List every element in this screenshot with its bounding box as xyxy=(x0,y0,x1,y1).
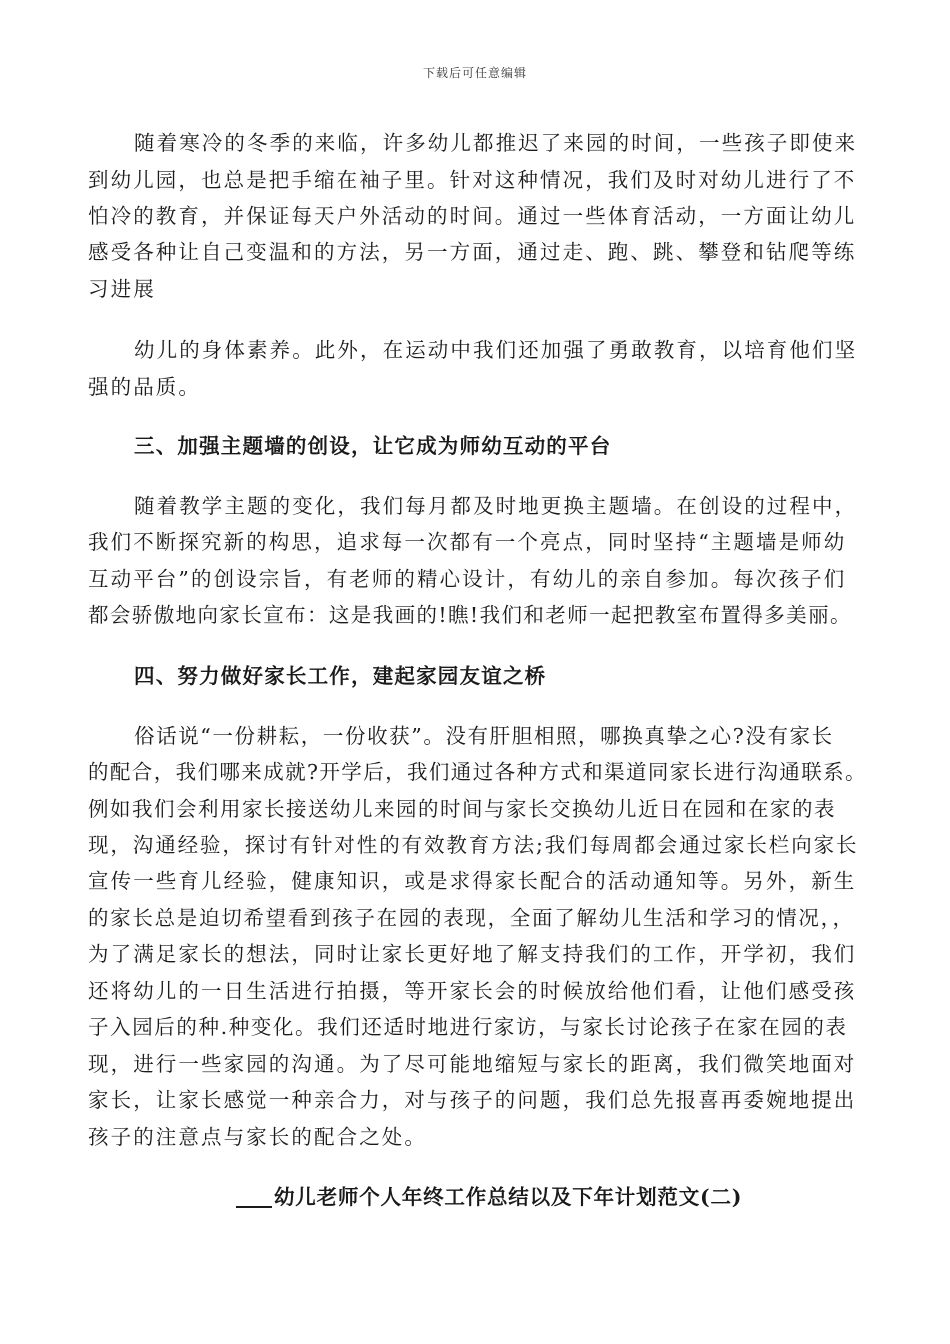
paragraph-line: 子入园后的种.种变化。我们还适时地进行家访，与家长讨论孩子在家在园的表 xyxy=(88,1015,848,1039)
paragraph-line: 随着教学主题的变化，我们每月都及时地更换主题墙。在创设的过程中， xyxy=(134,494,858,518)
paragraph-line: 感受各种让自己变温和的方法，另一方面，通过走、跑、跳、攀登和钻爬等练 xyxy=(88,240,857,264)
section-heading: 四、努力做好家长工作，建起家园友谊之桥 xyxy=(134,664,547,688)
paragraph-line: 为了满足家长的想法，同时让家长更好地了解支持我们的工作，开学初，我们 xyxy=(88,942,857,966)
paragraph-line: 随着寒冷的冬季的来临，许多幼儿都推迟了来园的时间，一些孩子即使来 xyxy=(134,131,858,155)
paragraph-line: 俗话说“一份耕耘，一份收获”。没有肝胆相照，哪换真挚之心?没有家长 xyxy=(134,724,834,748)
paragraph-line: 孩子的注意点与家长的配合之处。 xyxy=(88,1125,427,1149)
paragraph-line: 的家长总是迫切希望看到孩子在园的表现，全面了解幼儿生活和学习的情况，， xyxy=(88,906,855,930)
paragraph-line: 都会骄傲地向家长宣布：这是我画的!瞧!我们和老师一起把教室布置得多美丽。 xyxy=(88,603,852,627)
paragraph-line: 到幼儿园，也总是把手缩在袖子里。针对这种情况，我们及时对幼儿进行了不 xyxy=(88,168,857,192)
paragraph-line: 还将幼儿的一日生活进行拍摄，等开家长会的时候放给他们看，让他们感受孩 xyxy=(88,979,857,1003)
paragraph-line: 幼儿的身体素养。此外，在运动中我们还加强了勇敢教育，以培育他们坚 xyxy=(134,338,858,362)
paragraph-line: 家长，让家长感觉一种亲合力，对与孩子的问题，我们总先报喜再委婉地提出 xyxy=(88,1088,857,1112)
paragraph-line: 强的品质。 xyxy=(88,375,201,399)
paragraph-line: 现，进行一些家园的沟通。为了尽可能地缩短与家长的距离，我们微笑地面对 xyxy=(88,1052,857,1076)
paragraph-line: 的配合，我们哪来成就?开学后，我们通过各种方式和渠道同家长进行沟通联系。 xyxy=(88,760,867,784)
paragraph-line: 互动平台”的创设宗旨，有老师的精心设计，有幼儿的亲自参加。每次孩子们 xyxy=(88,567,847,591)
page-header-note: 下载后可任意编辑 xyxy=(422,66,527,80)
paragraph-line: 宣传一些育儿经验，健康知识，或是求得家长配合的活动通知等。另外，新生 xyxy=(88,869,857,893)
next-section-title xyxy=(236,1180,742,1210)
paragraph-line: 习进展 xyxy=(88,277,156,301)
paragraph-line: 现，沟通经验，探讨有针对性的有效教育方法;我们每周都会通过家长栏向家长 xyxy=(88,833,859,857)
section-heading: 三、加强主题墙的创设，让它成为师幼互动的平台 xyxy=(134,434,612,458)
paragraph-line: 怕冷的教育，并保证每天户外活动的时间。通过一些体育活动，一方面让幼儿 xyxy=(88,204,857,228)
paragraph-line: 我们不断探究新的构思，追求每一次都有一个亮点，同时坚持“主题墙是师幼 xyxy=(88,530,847,554)
next-section-title-text: 幼儿老师个人年终工作总结以及下年计划范文(二) xyxy=(274,1185,743,1209)
paragraph-line: 例如我们会利用家长接送幼儿来园的时间与家长交换幼儿近日在园和在家的表 xyxy=(88,797,836,821)
title-blank-underline xyxy=(236,1206,272,1208)
